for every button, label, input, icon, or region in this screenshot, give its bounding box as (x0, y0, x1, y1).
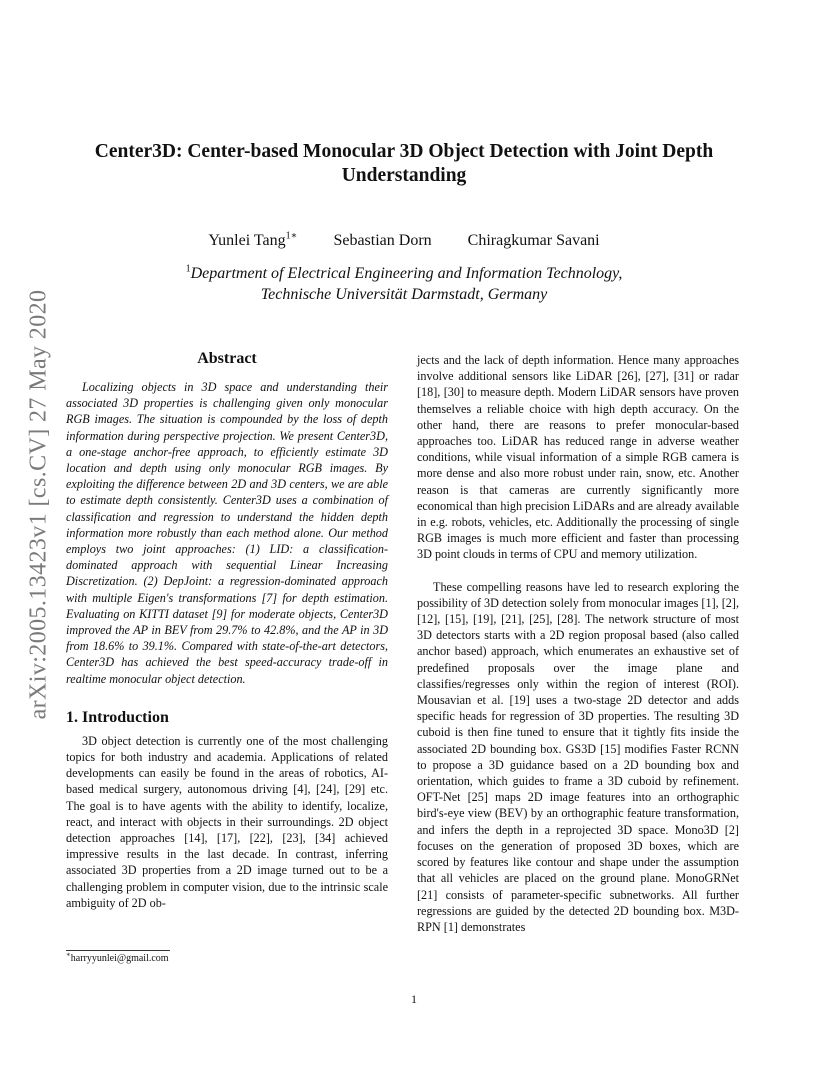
footnote-divider (66, 950, 170, 951)
author-name: Yunlei Tang (208, 232, 286, 249)
affiliation (66, 263, 742, 305)
page-number: 1 (411, 992, 417, 1006)
left-column (66, 350, 388, 911)
affiliation-line-2: Technische Universität Darmstadt, Germany (260, 286, 548, 303)
introduction-paragraph: 3D object detection is currently one of the most challenging topics for both industry and academia. Applications of related developments can easily be found in the areas of robotics, AI-based medical surgery, autonomous driving [4], [24], [29] etc. The goal is to have agents with the ability to identify, localize, react, and interact with objects in their surroundings. 2D object detection approaches [14], [17], [22], [23], [34] achieved impressive results in the last decade. In contrast, inferring associated 3D properties from a 2D image turned out to be a challenging problem in computer vision, due to the intrinsic scale ambiguity of 2D ob- (66, 733, 388, 910)
arxiv-identifier-text: arXiv:2005.13423v1 [cs.CV] 27 May 2020 (25, 289, 52, 719)
affiliation-line-1: Department of Electrical Engineering and Information Technology, (190, 265, 623, 282)
footnote-marker: ∗ (66, 950, 71, 959)
abstract-heading: Abstract (197, 350, 257, 367)
right-column (417, 352, 739, 935)
body-paragraph: These compelling reasons have led to research exploring the possibility of 3D detection solely from monocular images [1], [2], [12], [15], [19], [21], [25], [28]. The network structure of most 3D detectors starts with a 2D region proposal based (also called anchor based) approach, which enumerates an exhaustive set of predefined proposals over the image plane and classifies/regresses only within the region of interest (ROI). Mousavian et al. [19] uses a two-stage 2D detector and adds specific heads for regression of 3D properties. The resulting 3D cuboid is then fine tuned to ensure that it tightly fits inside the associated 2D bounding box. GS3D [15] modifies Faster RCNN to propose a 3D guidance based on a 2D bounding box and orientation, which guides to frame a 3D cuboid by refinement. OFT-Net [25] maps 2D image features into an orthographic bird's-eye view (BEV) by an orthographic feature transformation, and infers the depth in a reprojected 3D space. Mono3D [2] focuses on the generation of proposed 3D boxes, which are scored by features like contour and shape under the assumption that all vehicles are placed on the ground plane. MonoGRNet [21] consists of parameter-specific subnetworks. All further regressions are guided by the detected 2D bounding box. M3D-RPN [1] demonstrates (417, 579, 739, 934)
introduction-heading: 1. Introduction (66, 708, 169, 726)
footnote (66, 952, 388, 965)
author (468, 232, 600, 250)
body-paragraph: jects and the lack of depth information. Hence many approaches involve additional sensors like LiDAR [26], [27], [31] or radar [18], [30] to measure depth. Modern LiDAR sensors have proven themselves a reliable choice with high depth accuracy. On the other hand, there are reasons to prefer monocular-based approaches too. LiDAR has reduced range in adverse weather conditions, while visual information of a simple RGB camera is more dense and also more robust under rain, snow, etc. Another reason is that cameras are currently significantly more economical than high precision LiDARs and are already available in e.g. robots, vehicles, etc. Additionally the processing of single RGB images is much more efficient and faster than processing 3D point clouds in terms of CPU and memory utilization. (417, 353, 739, 562)
affiliation-marker: 1 (185, 263, 191, 275)
author-name: Sebastian Dorn (333, 232, 432, 249)
author (208, 232, 297, 250)
author-list (66, 232, 742, 250)
paper-title: Center3D: Center-based Monocular 3D Object Detection with Joint Depth Understanding (94, 141, 714, 186)
arxiv-identifier (20, 276, 58, 732)
footnote-email: harryyunlei@gmail.com (70, 953, 169, 964)
abstract-text: Localizing objects in 3D space and understanding their associated 3D properties is challenging given only monocular RGB images. The situation is compounded by the loss of depth information during perspective projection. We present Center3D, a one-stage anchor-free approach, to efficiently estimate 3D location and depth using only monocular RGB images. By exploiting the difference between 2D and 3D centers, we are able to estimate depth consistently. Center3D uses a combination of classification and regression to understand the hidden depth information more robustly than each method alone. Our method employs two joint approaches: (1) LID: a classification-dominated approach with sequential Linear Increasing Discretization. (2) DepJoint: a regression-dominated approach with multiple Eigen's transformations [7] for depth estimation. Evaluating on KITTI dataset [9] for moderate objects, Center3D improved the AP in BEV from 29.7% to 42.8%, and the AP in 3D from 18.6% to 39.1%. Compared with state-of-the-art detectors, Center3D has achieved the best speed-accuracy trade-off in realtime monocular object detection. (66, 380, 388, 686)
author (333, 232, 431, 250)
author-marker: 1∗ (285, 230, 298, 242)
author-name: Chiragkumar Savani (467, 232, 600, 249)
